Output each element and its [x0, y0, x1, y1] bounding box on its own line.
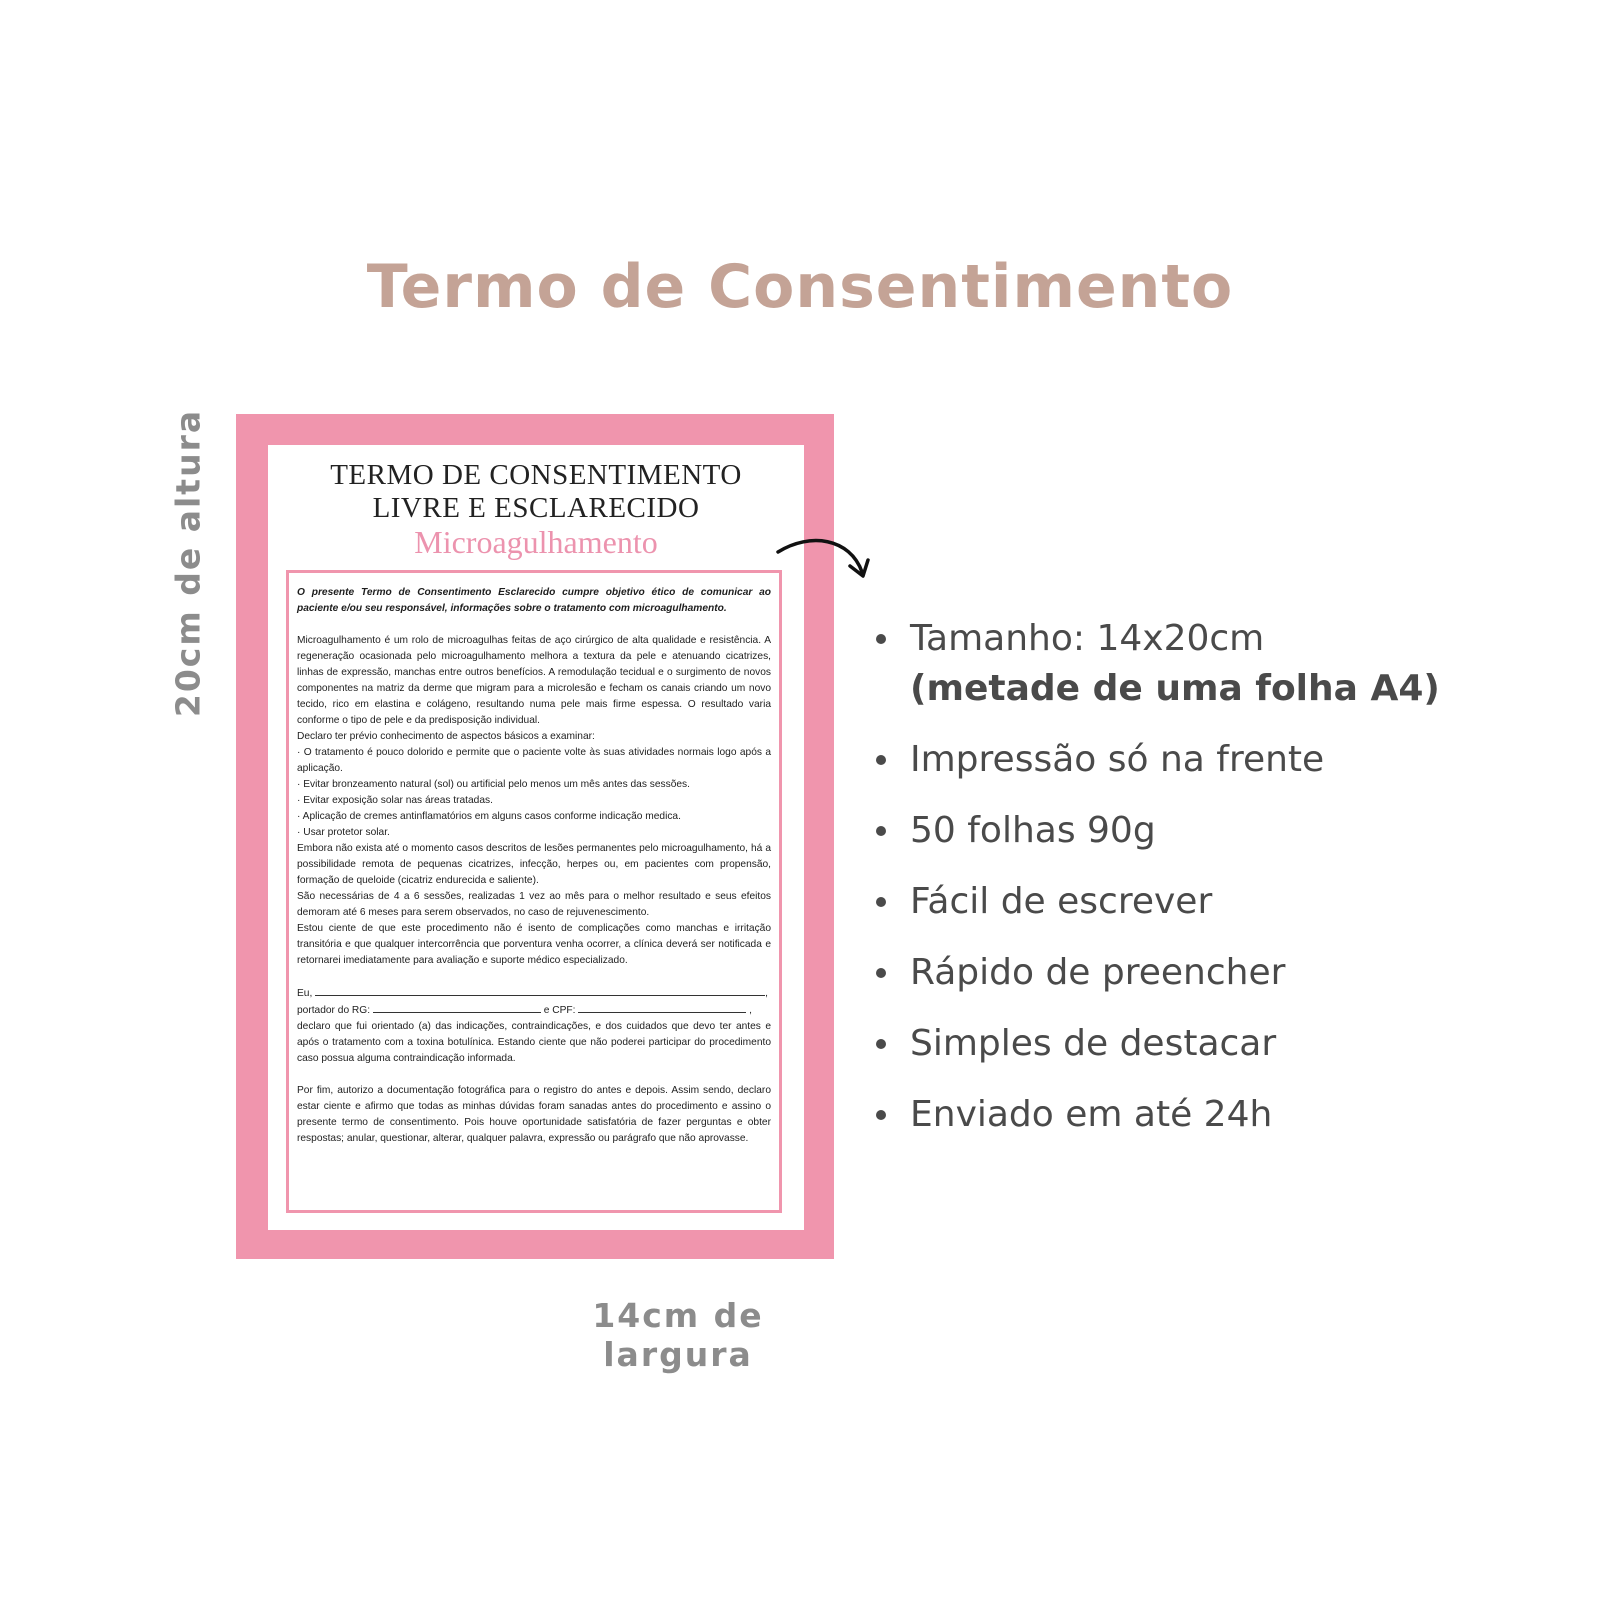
- document-bullet: · Usar protetor solar.: [297, 827, 390, 838]
- document-heading-line2: LIVRE E ESCLARECIDO: [372, 492, 700, 524]
- bullet-dot-icon: [876, 755, 886, 765]
- feature-size-note: (metade de uma folha A4): [910, 668, 1440, 709]
- form-eu-label: Eu,: [297, 988, 313, 999]
- form-comma: ,: [749, 1005, 752, 1016]
- bullet-dot-icon: [876, 1039, 886, 1049]
- feature-item-size: [868, 614, 1440, 714]
- document-bullet: · Aplicação de cremes antinflamatórios em alguns casos conforme indicação medica.: [297, 811, 681, 822]
- form-rg-blank: [373, 1002, 541, 1013]
- width-dimension-label: 14cm de largura: [592, 1296, 764, 1374]
- feature-text: Fácil de escrever: [910, 881, 1213, 922]
- document-text-box: [286, 570, 782, 1213]
- document-bullet: · Evitar bronzeamento natural (sol) ou artificial pelo menos um mês antes das sessões.: [297, 779, 690, 790]
- document-paragraph: Estou ciente de que este procedimento não é isento de complicações como manchas e irritação transitória e que qualquer intercorrência que porventura venha ocorrer, a clínica deverá ser notificada e retornarei imediatamente para avaliação e suporte médico especializado.: [297, 923, 771, 966]
- form-name-blank: [315, 985, 765, 996]
- document-subtitle: Microagulhamento: [414, 524, 658, 560]
- curved-arrow-icon: [770, 530, 880, 600]
- height-dimension-text: 20cm de altura: [168, 408, 208, 718]
- document-form-name-line: [297, 985, 771, 1002]
- document-heading-line1: TERMO DE CONSENTIMENTO: [330, 459, 742, 491]
- document-paragraph: Microagulhamento é um rolo de microagulhas feitas de aço cirúrgico de alta qualidade e resistência. A regeneração ocasionada pelo microagulhamento melhora a textura da pele e atenuando cicatrizes, linhas de expressão, manchas entre outros benefícios. A remodulação tecidual e o surgimento de novos componentes na matriz da derme que migram para a microlesão e fecham os canais criando um novo tecido, rico em elastina e colágeno, resultando numa pele mais firme espessa. O resultado varia conforme o tipo de pele e da predisposição individual.: [297, 635, 771, 726]
- feature-item: [868, 877, 1440, 927]
- feature-item: [868, 1019, 1440, 1069]
- feature-text: Impressão só na frente: [910, 739, 1325, 780]
- feature-text: Simples de destacar: [910, 1023, 1277, 1064]
- feature-size-text: Tamanho: 14x20cm: [910, 618, 1265, 659]
- feature-item: [868, 948, 1440, 998]
- document-paragraph: Declaro ter prévio conhecimento de aspectos básicos a examinar:: [297, 731, 595, 742]
- form-rg-label: portador do RG:: [297, 1005, 371, 1016]
- feature-item: [868, 1090, 1440, 1140]
- bullet-dot-icon: [876, 897, 886, 907]
- page-title: Termo de Consentimento: [366, 252, 1234, 322]
- document-bullet: · O tratamento é pouco dolorido e permite que o paciente volte às suas atividades normais logo após a aplicação.: [297, 747, 771, 774]
- bullet-dot-icon: [876, 634, 886, 644]
- form-comma: ,: [765, 988, 768, 999]
- document-paragraph: Por fim, autorizo a documentação fotográfica para o registro do antes e depois. Assim sendo, declaro estar ciente e afirmo que todas as minhas dúvidas foram sanadas antes do procedimento e assino o presente termo de consentimento. Pois houve oportunidade satisfatória de fazer perguntas e obter respostas; anular, questionar, alterar, qualquer palavra, expressão ou parágrafo que não aprovasse.: [297, 1085, 771, 1144]
- form-cpf-blank: [578, 1002, 746, 1013]
- feature-list: [868, 614, 1440, 1161]
- feature-text: 50 folhas 90g: [910, 810, 1156, 851]
- document-paragraph: declaro que fui orientado (a) das indicações, contraindicações, e dos cuidados que devo ter antes e após o tratamento com a toxina botulínica. Estando ciente que não poderei participar do procedimento caso possua alguma contraindicação informada.: [297, 1021, 771, 1064]
- document-intro: O presente Termo de Consentimento Esclarecido cumpre objetivo ético de comunicar ao paciente e/ou seu responsável, informações sobre o tratamento com microagulhamento.: [297, 587, 771, 614]
- form-cpf-label: e CPF:: [543, 1005, 576, 1016]
- bullet-dot-icon: [876, 1110, 886, 1120]
- document-preview: [268, 445, 804, 1230]
- document-paragraph: Embora não exista até o momento casos descritos de lesões permanentes pelo microagulhamento, há a possibilidade remota de pequenas cicatrizes, infecção, herpes ou, em pacientes com propensão, formação de queloide (cicatriz endurecida e saliente).: [297, 843, 771, 886]
- document-form-id-line: [297, 1002, 771, 1019]
- document-bullet: · Evitar exposição solar nas áreas tratadas.: [297, 795, 493, 806]
- bullet-dot-icon: [876, 968, 886, 978]
- feature-item: [868, 806, 1440, 856]
- feature-text: Enviado em até 24h: [910, 1094, 1273, 1135]
- document-paragraph: São necessárias de 4 a 6 sessões, realizadas 1 vez ao mês para o melhor resultado e seus efeitos demoram até 6 meses para serem observados, no caso de rejuvenescimento.: [297, 891, 771, 918]
- feature-text: Rápido de preencher: [910, 952, 1286, 993]
- bullet-dot-icon: [876, 826, 886, 836]
- feature-item: [868, 735, 1440, 785]
